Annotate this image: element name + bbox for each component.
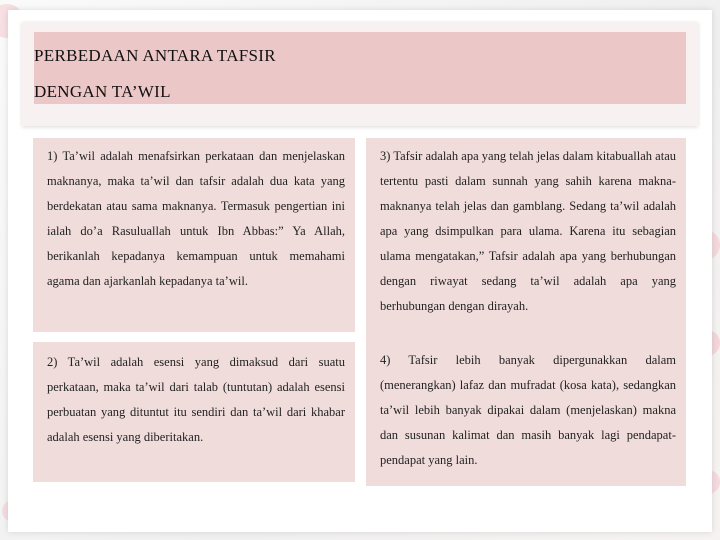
page-title-line-1: PERBEDAAN ANTARA TAFSIR	[34, 46, 276, 65]
point-2-cell	[33, 342, 355, 482]
point-2-text: 2) Ta’wil adalah esensi yang dimaksud dari suatu perkataan, maka ta’wil dari talab (tuntutan) adalah esensi perbuatan yang dituntut itu sendiri dan ta’wil dari khabar adalah esensi yang diberitakan.	[47, 355, 345, 444]
point-3-cell	[366, 138, 686, 344]
point-1-text: 1) Ta’wil adalah menafsirkan perkataan dan menjelaskan maknanya, maka ta’wil dan tafsir adalah dua kata yang berdekatan atau sama maknanya. Termasuk pengertian ini ialah do’a Rasuluallah untuk Ibn Abbas:” Ya Allah, berikanlah kepadanya kemampuan untuk memahami agama dan ajarkanlah kepadanya ta’wil.	[47, 149, 345, 288]
page-title-line-2: DENGAN TA’WIL	[34, 82, 171, 101]
point-4-text: 4) Tafsir lebih banyak dipergunakkan dalam (menerangkan) lafaz dan mufradat (kosa kata), sedangkan ta’wil lebih banyak dipakai dalam (menjelaskan) makna dan susunan kalimat dan masih banyak lagi pendapat-pendapat yang lain.	[380, 353, 676, 467]
point-4-cell	[366, 342, 686, 486]
point-3-text: 3) Tafsir adalah apa yang telah jelas dalam kitabuallah atau tertentu pasti dalam sunnah yang sahih karena makna-maknanya telah jelas dan gamblang. Sedang ta’wil adalah apa yang dsimpulkan para ulama. Karena itu sebagian ulama mengatakan,” Tafsir adalah apa yang berhubungan dengan riwayat sedang ta’wil adalah apa yang berhubungan dengan dirayah.	[380, 149, 676, 313]
point-1-cell	[33, 138, 355, 332]
